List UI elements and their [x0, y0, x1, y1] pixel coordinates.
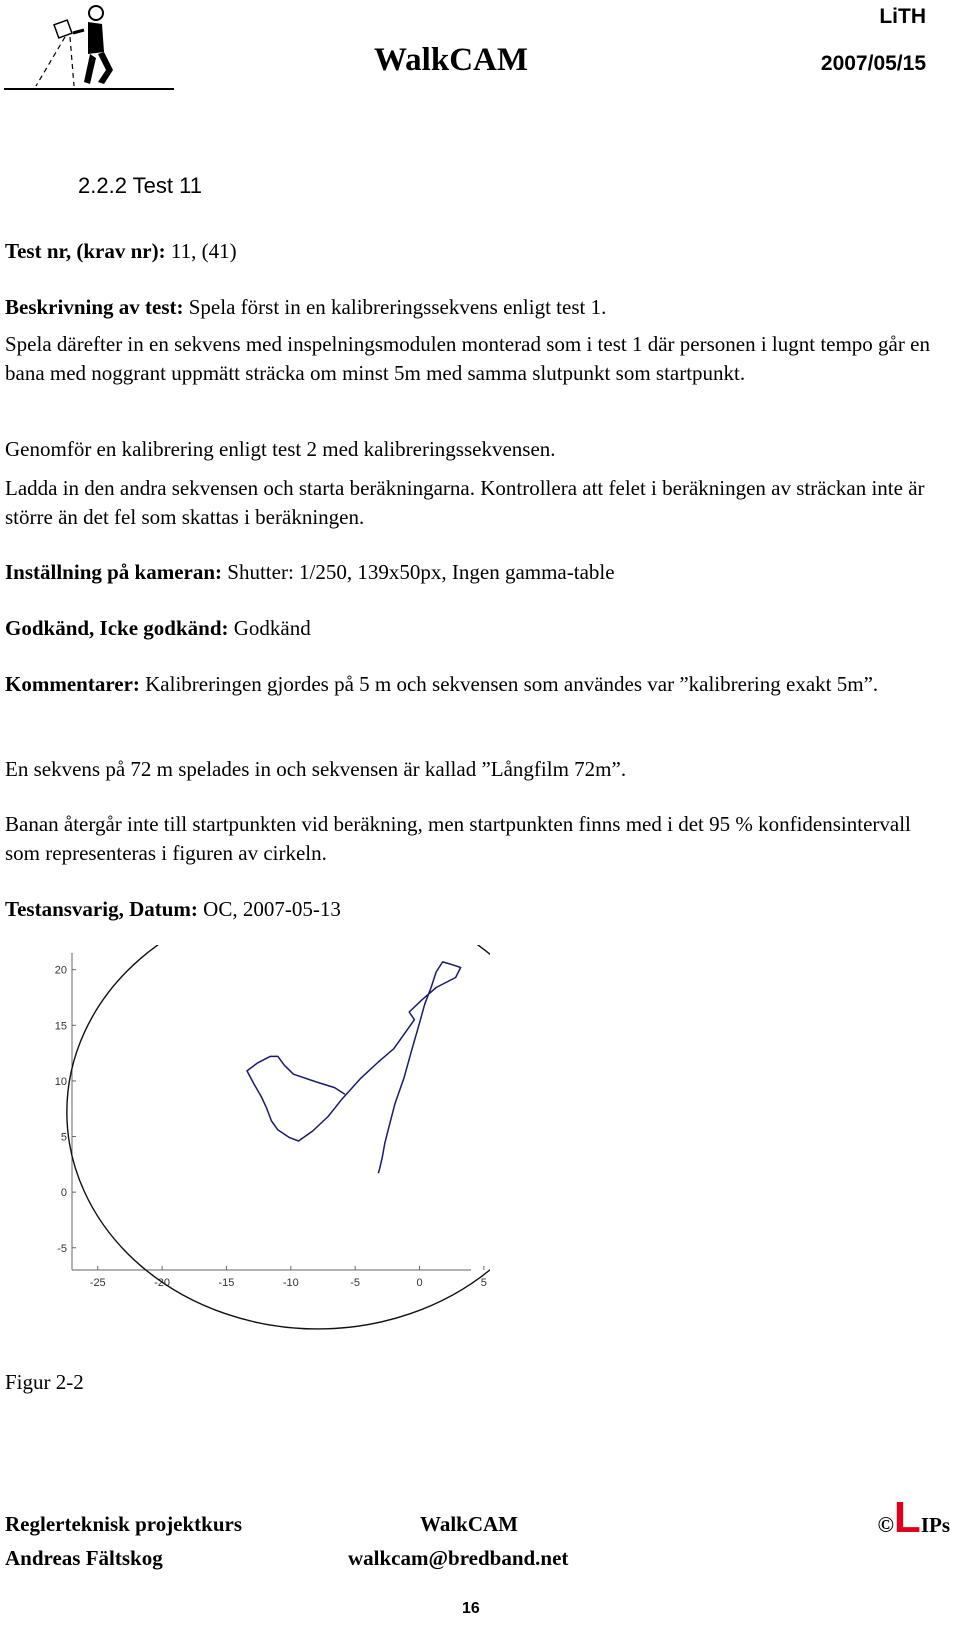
header-title: WalkCAM: [374, 42, 529, 78]
footer-course: Reglerteknisk projektkurs: [5, 1512, 243, 1536]
description-line: Beskrivning av test: Spela först in en kalibreringssekvens enligt test 1.: [5, 295, 607, 319]
x-tick-label: -15: [218, 1277, 235, 1289]
y-tick-label: 0: [60, 1187, 67, 1200]
y-tick-label: 20: [54, 964, 67, 977]
section-title: 2.2.2 Test 11: [78, 173, 202, 198]
calibration-paragraph: Genomför en kalibrering enligt test 2 med kalibreringssekvensen.: [5, 437, 556, 461]
description-paragraph: Spela därefter in en sekvens med inspelningsmodulen monterad som i test 1 där personen i lugnt tempo går en bana med noggrant uppmätt sträcka om minst 5m med samma slutpunkt som startpunkt.: [5, 332, 930, 385]
result-paragraph: Banan återgår inte till startpunkten vid beräkning, men startpunkten finns med i det 95 % konfidensintervall som representeras i figuren av cirkeln.: [5, 812, 911, 865]
camera-settings-line: Inställning på kameran: Shutter: 1/250, 139x50px, Ingen gamma-table: [5, 560, 615, 584]
x-tick-label: 0: [416, 1277, 423, 1289]
lips-logo: [877, 1493, 950, 1542]
footer-author: Andreas Fältskog: [5, 1546, 163, 1570]
copyright-symbol: ©: [877, 1512, 894, 1537]
calculation-paragraph: Ladda in den andra sekvensen och starta beräkningarna. Kontrollera att felet i beräkningen av sträckan inte är större än det fel som skattas i beräkningen.: [5, 476, 925, 529]
figure-caption: Figur 2-2: [5, 1370, 84, 1394]
approval-line: Godkänd, Icke godkänd: Godkänd: [5, 616, 311, 640]
logo-underline: [4, 88, 174, 90]
x-tick-label: -10: [282, 1277, 299, 1289]
comments-paragraph: Kommentarer: Kalibreringen gjordes på 5 m och sekvensen som användes var ”kalibrering exakt 5m”.: [5, 672, 879, 696]
y-tick-label: 5: [60, 1131, 67, 1144]
lips-logo-letter: L: [893, 1493, 921, 1542]
x-tick-label: 5: [480, 1277, 487, 1289]
x-tick-label: -20: [154, 1277, 171, 1289]
footer-title: WalkCAM: [420, 1512, 519, 1536]
x-tick-label: -5: [350, 1277, 361, 1289]
trajectory-plot: [50, 945, 490, 1330]
y-tick-label: -5: [57, 1242, 67, 1255]
lips-logo-text: IPs: [920, 1513, 950, 1537]
y-tick-label: 10: [54, 1075, 67, 1088]
header-date: 2007/05/15: [820, 52, 926, 75]
test-number-line: Test nr, (krav nr): 11, (41): [5, 239, 237, 263]
lith-label: LiTH: [879, 5, 926, 28]
page-number: 16: [462, 1600, 480, 1617]
responsible-line: Testansvarig, Datum: OC, 2007-05-13: [5, 897, 341, 921]
x-tick-label: -25: [89, 1277, 106, 1289]
y-tick-label: 15: [54, 1020, 67, 1033]
footer-email: walkcam@bredband.net: [348, 1546, 569, 1570]
walking-camera-logo: [18, 2, 128, 88]
confidence-circle: [67, 945, 490, 1329]
trajectory-line: [247, 962, 461, 1173]
sequence-paragraph: En sekvens på 72 m spelades in och sekvensen är kallad ”Långfilm 72m”.: [5, 757, 627, 781]
